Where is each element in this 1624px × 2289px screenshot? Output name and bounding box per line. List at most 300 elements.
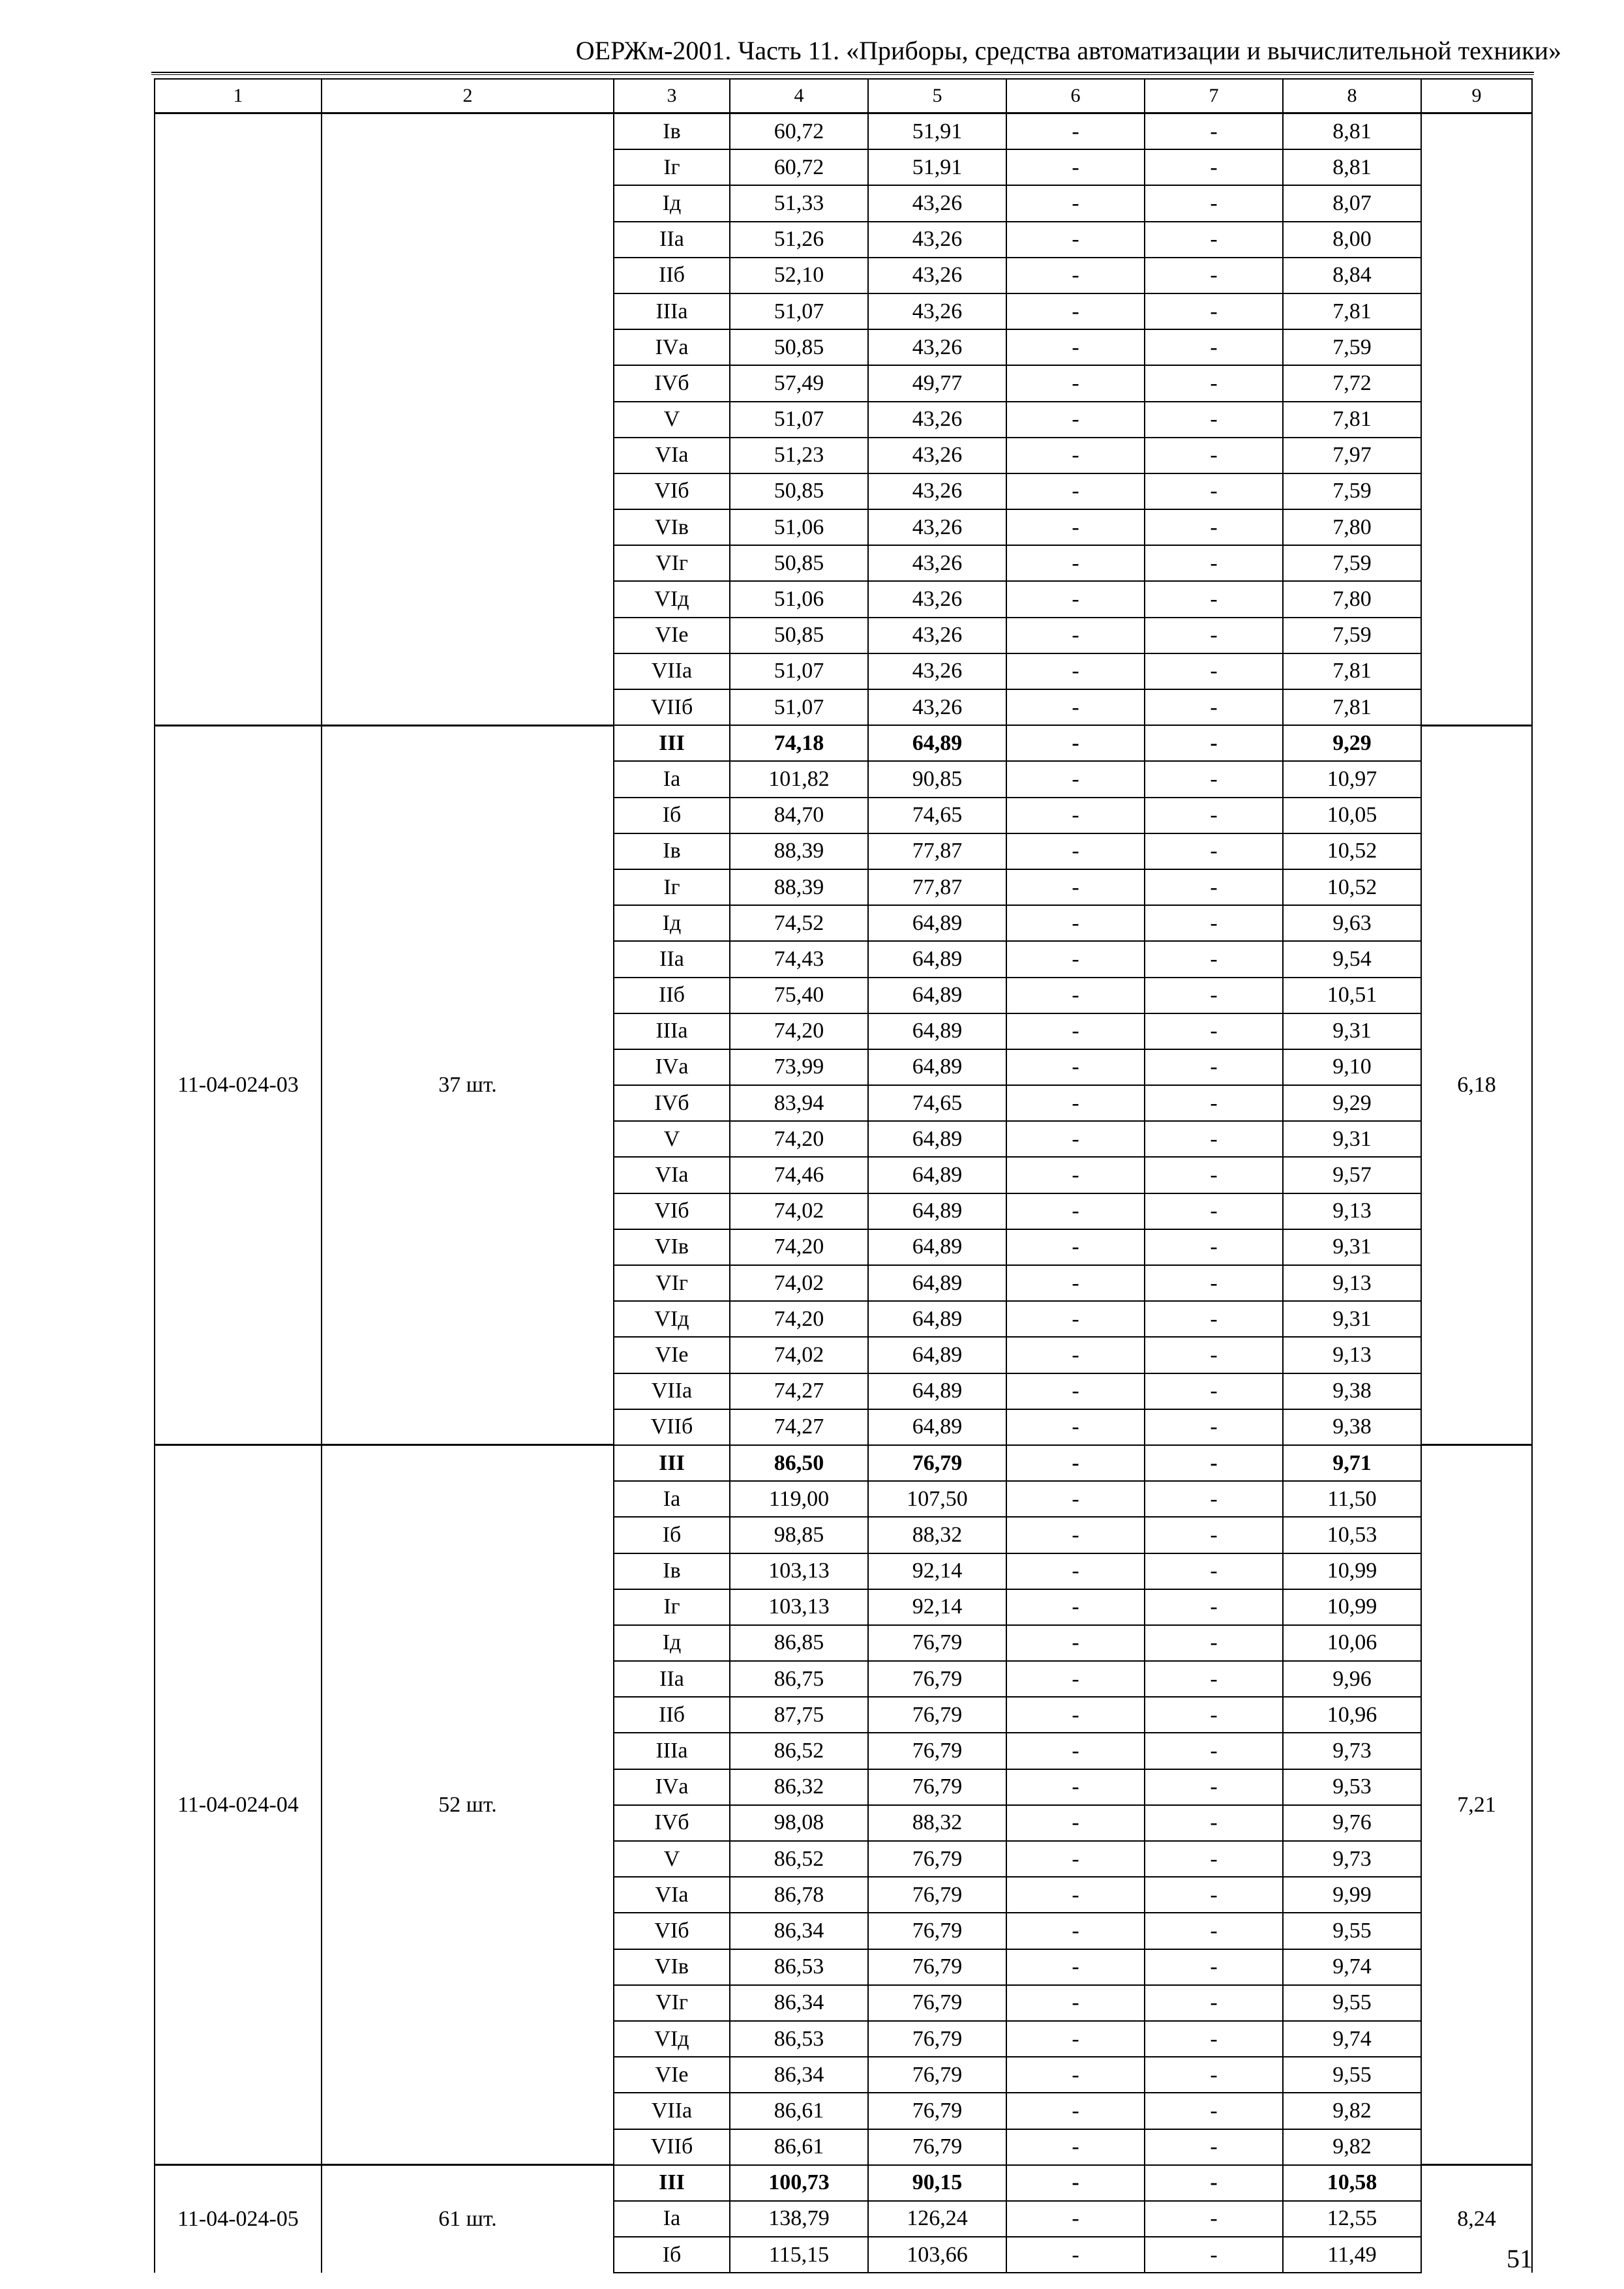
zone-cell: IIIа <box>614 293 730 329</box>
quantity: 37 шт. <box>322 725 614 1445</box>
zone-cell: III <box>614 725 730 761</box>
column-number: 6 <box>1006 79 1145 113</box>
value-cell: - <box>1145 2165 1283 2201</box>
value-cell: 9,76 <box>1283 1805 1421 1841</box>
value-cell: 86,50 <box>730 1445 868 1481</box>
value-cell: 74,18 <box>730 725 868 761</box>
value-cell: 88,32 <box>868 1805 1006 1841</box>
value-cell: 51,91 <box>868 149 1006 185</box>
value-cell: 51,33 <box>730 185 868 221</box>
value-cell: 43,26 <box>868 222 1006 258</box>
value-cell: - <box>1006 258 1145 293</box>
zone-cell: Iв <box>614 833 730 869</box>
quantity: 61 шт. <box>322 2165 614 2273</box>
value-cell: - <box>1145 581 1283 617</box>
value-cell: 9,13 <box>1283 1193 1421 1229</box>
value-cell: - <box>1145 149 1283 185</box>
value-cell: - <box>1145 2021 1283 2057</box>
table-row <box>155 113 1532 150</box>
value-cell: 9,63 <box>1283 905 1421 941</box>
zone-cell: VIе <box>614 2057 730 2093</box>
value-cell: 64,89 <box>868 1229 1006 1265</box>
value-cell: 50,85 <box>730 329 868 365</box>
value-cell: - <box>1145 1049 1283 1085</box>
value-cell: 9,55 <box>1283 2057 1421 2093</box>
value-cell: - <box>1006 113 1145 150</box>
value-cell: - <box>1006 618 1145 653</box>
value-cell: - <box>1145 1229 1283 1265</box>
value-cell: 43,26 <box>868 293 1006 329</box>
value-cell: - <box>1145 1553 1283 1589</box>
value-cell: 76,79 <box>868 1913 1006 1949</box>
rate-code: 11-04-024-04 <box>155 1445 322 2165</box>
value-cell: - <box>1006 761 1145 797</box>
zone-cell: IIа <box>614 941 730 977</box>
value-cell: - <box>1006 1049 1145 1085</box>
page-header: ОЕРЖм-2001. Часть 11. «Приборы, средства автоматизации и вычислительной техники» <box>575 36 1561 65</box>
value-cell: - <box>1006 869 1145 905</box>
zone-cell: Iб <box>614 1517 730 1553</box>
value-cell: 64,89 <box>868 905 1006 941</box>
value-cell: 76,79 <box>868 1877 1006 1913</box>
value-cell: - <box>1145 1409 1283 1445</box>
value-cell: - <box>1006 1445 1145 1481</box>
value-cell: 43,26 <box>868 402 1006 438</box>
zone-cell: VIIа <box>614 2093 730 2129</box>
value-cell: 7,80 <box>1283 581 1421 617</box>
zone-cell: Iг <box>614 869 730 905</box>
value-cell: 10,52 <box>1283 833 1421 869</box>
value-cell: 43,26 <box>868 509 1006 545</box>
value-cell: 98,85 <box>730 1517 868 1553</box>
value-cell: 92,14 <box>868 1553 1006 1589</box>
value-cell: - <box>1006 1769 1145 1805</box>
value-cell: 92,14 <box>868 1589 1006 1625</box>
zone-cell: IVб <box>614 1085 730 1121</box>
value-cell: - <box>1006 222 1145 258</box>
value-cell: - <box>1006 1733 1145 1769</box>
value-cell: 7,59 <box>1283 618 1421 653</box>
value-cell: - <box>1006 2129 1145 2165</box>
value-cell: 74,20 <box>730 1013 868 1049</box>
value-cell: - <box>1145 2057 1283 2093</box>
value-cell: 12,55 <box>1283 2201 1421 2237</box>
value-cell: - <box>1145 1985 1283 2021</box>
value-cell: 64,89 <box>868 725 1006 761</box>
value-cell: 7,72 <box>1283 365 1421 401</box>
value-cell: - <box>1006 725 1145 761</box>
value-cell: 11,49 <box>1283 2237 1421 2273</box>
value-cell: - <box>1006 1337 1145 1373</box>
value-cell: - <box>1006 2201 1145 2237</box>
value-cell: 49,77 <box>868 365 1006 401</box>
zone-cell: Iд <box>614 185 730 221</box>
value-cell: 8,81 <box>1283 113 1421 150</box>
value-cell: 73,99 <box>730 1049 868 1085</box>
value-cell: 7,81 <box>1283 402 1421 438</box>
value-cell: - <box>1145 1481 1283 1517</box>
value-cell: 74,65 <box>868 1085 1006 1121</box>
value-cell: 64,89 <box>868 978 1006 1013</box>
value-cell: 11,50 <box>1283 1481 1421 1517</box>
value-cell: 76,79 <box>868 1661 1006 1697</box>
header-rule <box>151 72 1534 75</box>
value-cell: 51,06 <box>730 509 868 545</box>
value-cell: 9,29 <box>1283 1085 1421 1121</box>
value-cell: 51,07 <box>730 293 868 329</box>
zone-cell: VIе <box>614 1337 730 1373</box>
value-cell: - <box>1145 1661 1283 1697</box>
value-cell: - <box>1145 1337 1283 1373</box>
value-cell: 98,08 <box>730 1805 868 1841</box>
value-cell: 76,79 <box>868 1445 1006 1481</box>
value-cell: - <box>1145 1877 1283 1913</box>
value-cell: - <box>1006 1229 1145 1265</box>
value-cell: 8,07 <box>1283 185 1421 221</box>
value-cell: 7,80 <box>1283 509 1421 545</box>
value-cell: - <box>1145 1733 1283 1769</box>
rate-code: 11-04-024-05 <box>155 2165 322 2273</box>
value-cell: 83,94 <box>730 1085 868 1121</box>
value-cell: - <box>1145 869 1283 905</box>
value-cell: 107,50 <box>868 1481 1006 1517</box>
value-cell: 9,31 <box>1283 1229 1421 1265</box>
value-cell: - <box>1145 329 1283 365</box>
value-cell: - <box>1006 1805 1145 1841</box>
value-cell: 10,51 <box>1283 978 1421 1013</box>
value-cell: 10,06 <box>1283 1625 1421 1661</box>
value-cell: 50,85 <box>730 618 868 653</box>
zone-cell: V <box>614 402 730 438</box>
value-cell: 7,81 <box>1283 653 1421 689</box>
value-cell: - <box>1145 618 1283 653</box>
value-cell: - <box>1145 1373 1283 1409</box>
value-cell: 10,58 <box>1283 2165 1421 2201</box>
value-cell: - <box>1145 2237 1283 2273</box>
value-cell: 76,79 <box>868 1625 1006 1661</box>
value-cell: - <box>1006 978 1145 1013</box>
value-cell: 75,40 <box>730 978 868 1013</box>
value-cell: 86,85 <box>730 1625 868 1661</box>
value-cell: 86,61 <box>730 2129 868 2165</box>
value-cell: 9,29 <box>1283 725 1421 761</box>
value-cell: 64,89 <box>868 1337 1006 1373</box>
value-cell: 7,81 <box>1283 689 1421 725</box>
value-cell: - <box>1145 1085 1283 1121</box>
value-cell: - <box>1006 1985 1145 2021</box>
value-cell: 10,96 <box>1283 1697 1421 1733</box>
value-cell: 50,85 <box>730 545 868 581</box>
value-cell: 86,53 <box>730 2021 868 2057</box>
zone-cell: VIIб <box>614 1409 730 1445</box>
value-cell: - <box>1145 1625 1283 1661</box>
value-cell: - <box>1006 1265 1145 1301</box>
value-cell: - <box>1145 402 1283 438</box>
zone-cell: Iа <box>614 2201 730 2237</box>
value-cell: 103,13 <box>730 1553 868 1589</box>
value-cell: 7,81 <box>1283 293 1421 329</box>
zone-cell: IVа <box>614 329 730 365</box>
value-cell: 10,97 <box>1283 761 1421 797</box>
value-cell: 43,26 <box>868 689 1006 725</box>
value-cell: 86,78 <box>730 1877 868 1913</box>
value-cell: 74,27 <box>730 1409 868 1445</box>
value-cell: 103,13 <box>730 1589 868 1625</box>
zone-cell: VIв <box>614 509 730 545</box>
value-cell: 9,31 <box>1283 1121 1421 1157</box>
quantity <box>322 113 614 726</box>
value-cell: 76,79 <box>868 2093 1006 2129</box>
value-cell: 43,26 <box>868 258 1006 293</box>
value-cell: - <box>1145 365 1283 401</box>
value-cell: - <box>1145 1265 1283 1301</box>
value-cell: - <box>1145 1121 1283 1157</box>
value-cell: - <box>1145 1805 1283 1841</box>
total-cell <box>1421 113 1532 726</box>
value-cell: 9,54 <box>1283 941 1421 977</box>
zone-cell: VIб <box>614 1913 730 1949</box>
value-cell: 126,24 <box>868 2201 1006 2237</box>
value-cell: 9,38 <box>1283 1373 1421 1409</box>
value-cell: 64,89 <box>868 1013 1006 1049</box>
value-cell: - <box>1006 1877 1145 1913</box>
value-cell: 103,66 <box>868 2237 1006 2273</box>
value-cell: 9,13 <box>1283 1265 1421 1301</box>
value-cell: 43,26 <box>868 329 1006 365</box>
value-cell: 7,59 <box>1283 473 1421 509</box>
zone-cell: VIе <box>614 618 730 653</box>
value-cell: - <box>1006 1661 1145 1697</box>
value-cell: 64,89 <box>868 1121 1006 1157</box>
zone-cell: V <box>614 1121 730 1157</box>
value-cell: - <box>1006 1913 1145 1949</box>
value-cell: 43,26 <box>868 473 1006 509</box>
value-cell: 64,89 <box>868 1157 1006 1193</box>
value-cell: 7,59 <box>1283 545 1421 581</box>
column-number: 5 <box>868 79 1006 113</box>
value-cell: - <box>1006 581 1145 617</box>
total-cell: 7,21 <box>1421 1445 1532 2165</box>
value-cell: - <box>1006 1301 1145 1337</box>
value-cell: 8,81 <box>1283 149 1421 185</box>
zone-cell: VIIа <box>614 653 730 689</box>
value-cell: 77,87 <box>868 833 1006 869</box>
value-cell: 101,82 <box>730 761 868 797</box>
value-cell: - <box>1006 905 1145 941</box>
value-cell: 9,55 <box>1283 1913 1421 1949</box>
value-cell: 43,26 <box>868 545 1006 581</box>
zone-cell: VIа <box>614 1157 730 1193</box>
zone-cell: VIд <box>614 581 730 617</box>
value-cell: 43,26 <box>868 618 1006 653</box>
zone-cell: VIа <box>614 1877 730 1913</box>
value-cell: 9,10 <box>1283 1049 1421 1085</box>
value-cell: 77,87 <box>868 869 1006 905</box>
value-cell: 74,20 <box>730 1229 868 1265</box>
value-cell: 84,70 <box>730 798 868 833</box>
value-cell: - <box>1006 1013 1145 1049</box>
table-row <box>155 725 1532 761</box>
value-cell: 64,89 <box>868 1409 1006 1445</box>
value-cell: 86,34 <box>730 1985 868 2021</box>
value-cell: 86,34 <box>730 1913 868 1949</box>
page-number: 51 <box>1507 2244 1533 2273</box>
zone-cell: IIIа <box>614 1733 730 1769</box>
value-cell: 74,02 <box>730 1193 868 1229</box>
zone-cell: IIб <box>614 1697 730 1733</box>
value-cell: 76,79 <box>868 1985 1006 2021</box>
zone-cell: VIг <box>614 1265 730 1301</box>
value-cell: - <box>1145 185 1283 221</box>
value-cell: 74,27 <box>730 1373 868 1409</box>
value-cell: 51,07 <box>730 689 868 725</box>
value-cell: - <box>1006 1589 1145 1625</box>
value-cell: - <box>1145 2201 1283 2237</box>
value-cell: 9,82 <box>1283 2129 1421 2165</box>
value-cell: 9,55 <box>1283 1985 1421 2021</box>
value-cell: 9,53 <box>1283 1769 1421 1805</box>
zone-cell: VIIа <box>614 1373 730 1409</box>
zone-cell: Iг <box>614 149 730 185</box>
rate-code <box>155 113 322 726</box>
value-cell: 86,53 <box>730 1949 868 1985</box>
value-cell: 51,91 <box>868 113 1006 150</box>
value-cell: - <box>1145 689 1283 725</box>
column-number: 8 <box>1283 79 1421 113</box>
value-cell: - <box>1145 1157 1283 1193</box>
value-cell: 43,26 <box>868 438 1006 473</box>
value-cell: 10,99 <box>1283 1589 1421 1625</box>
zone-cell: VIв <box>614 1229 730 1265</box>
value-cell: 64,89 <box>868 941 1006 977</box>
value-cell: 86,52 <box>730 1841 868 1877</box>
value-cell: 9,82 <box>1283 2093 1421 2129</box>
rates-table <box>154 78 1533 2273</box>
value-cell: - <box>1145 833 1283 869</box>
table-row <box>155 2165 1532 2201</box>
zone-cell: Iб <box>614 798 730 833</box>
value-cell: - <box>1145 1841 1283 1877</box>
value-cell: 57,49 <box>730 365 868 401</box>
value-cell: - <box>1145 725 1283 761</box>
value-cell: 10,99 <box>1283 1553 1421 1589</box>
value-cell: 74,02 <box>730 1337 868 1373</box>
value-cell: - <box>1006 833 1145 869</box>
value-cell: 7,97 <box>1283 438 1421 473</box>
value-cell: 10,05 <box>1283 798 1421 833</box>
value-cell: 74,02 <box>730 1265 868 1301</box>
value-cell: 9,71 <box>1283 1445 1421 1481</box>
value-cell: 8,00 <box>1283 222 1421 258</box>
zone-cell: Iд <box>614 905 730 941</box>
value-cell: 90,85 <box>868 761 1006 797</box>
value-cell: 76,79 <box>868 2021 1006 2057</box>
value-cell: 74,52 <box>730 905 868 941</box>
zone-cell: Iв <box>614 1553 730 1589</box>
value-cell: 86,75 <box>730 1661 868 1697</box>
value-cell: - <box>1006 509 1145 545</box>
value-cell: 43,26 <box>868 581 1006 617</box>
value-cell: 60,72 <box>730 149 868 185</box>
value-cell: - <box>1006 798 1145 833</box>
zone-cell: IIб <box>614 978 730 1013</box>
value-cell: 74,43 <box>730 941 868 977</box>
value-cell: 9,99 <box>1283 1877 1421 1913</box>
value-cell: 60,72 <box>730 113 868 150</box>
table-row <box>155 1445 1532 1481</box>
zone-cell: VIд <box>614 2021 730 2057</box>
value-cell: 88,32 <box>868 1517 1006 1553</box>
value-cell: 74,65 <box>868 798 1006 833</box>
value-cell: 86,32 <box>730 1769 868 1805</box>
value-cell: 90,15 <box>868 2165 1006 2201</box>
value-cell: 100,73 <box>730 2165 868 2201</box>
zone-cell: VIа <box>614 438 730 473</box>
value-cell: 64,89 <box>868 1373 1006 1409</box>
zone-cell: VIг <box>614 545 730 581</box>
value-cell: 9,96 <box>1283 1661 1421 1697</box>
column-number: 2 <box>322 79 614 113</box>
value-cell: 9,73 <box>1283 1841 1421 1877</box>
value-cell: 43,26 <box>868 185 1006 221</box>
value-cell: - <box>1006 1193 1145 1229</box>
value-cell: - <box>1145 1301 1283 1337</box>
value-cell: 9,73 <box>1283 1733 1421 1769</box>
zone-cell: VIб <box>614 1193 730 1229</box>
value-cell: - <box>1006 1157 1145 1193</box>
value-cell: - <box>1006 2093 1145 2129</box>
value-cell: 88,39 <box>730 833 868 869</box>
value-cell: 51,07 <box>730 402 868 438</box>
value-cell: - <box>1006 365 1145 401</box>
value-cell: - <box>1006 1553 1145 1589</box>
value-cell: 76,79 <box>868 1949 1006 1985</box>
value-cell: 86,61 <box>730 2093 868 2129</box>
value-cell: - <box>1145 1589 1283 1625</box>
value-cell: 9,31 <box>1283 1301 1421 1337</box>
zone-cell: Iа <box>614 761 730 797</box>
total-cell: 8,24 <box>1421 2165 1532 2273</box>
value-cell: - <box>1006 402 1145 438</box>
value-cell: 76,79 <box>868 1697 1006 1733</box>
value-cell: 51,23 <box>730 438 868 473</box>
value-cell: - <box>1145 905 1283 941</box>
value-cell: - <box>1006 293 1145 329</box>
value-cell: - <box>1145 1913 1283 1949</box>
value-cell: - <box>1006 1085 1145 1121</box>
value-cell: 88,39 <box>730 869 868 905</box>
value-cell: - <box>1006 149 1145 185</box>
zone-cell: VIб <box>614 473 730 509</box>
column-number: 4 <box>730 79 868 113</box>
value-cell: 76,79 <box>868 1841 1006 1877</box>
zone-cell: III <box>614 1445 730 1481</box>
value-cell: - <box>1006 1841 1145 1877</box>
value-cell: - <box>1006 545 1145 581</box>
value-cell: - <box>1006 2021 1145 2057</box>
value-cell: 115,15 <box>730 2237 868 2273</box>
value-cell: - <box>1006 438 1145 473</box>
zone-cell: VIв <box>614 1949 730 1985</box>
value-cell: - <box>1145 509 1283 545</box>
value-cell: 76,79 <box>868 1733 1006 1769</box>
zone-cell: VIд <box>614 1301 730 1337</box>
value-cell: 52,10 <box>730 258 868 293</box>
zone-cell: IIIа <box>614 1013 730 1049</box>
value-cell: - <box>1006 329 1145 365</box>
value-cell: 9,38 <box>1283 1409 1421 1445</box>
value-cell: 74,20 <box>730 1121 868 1157</box>
